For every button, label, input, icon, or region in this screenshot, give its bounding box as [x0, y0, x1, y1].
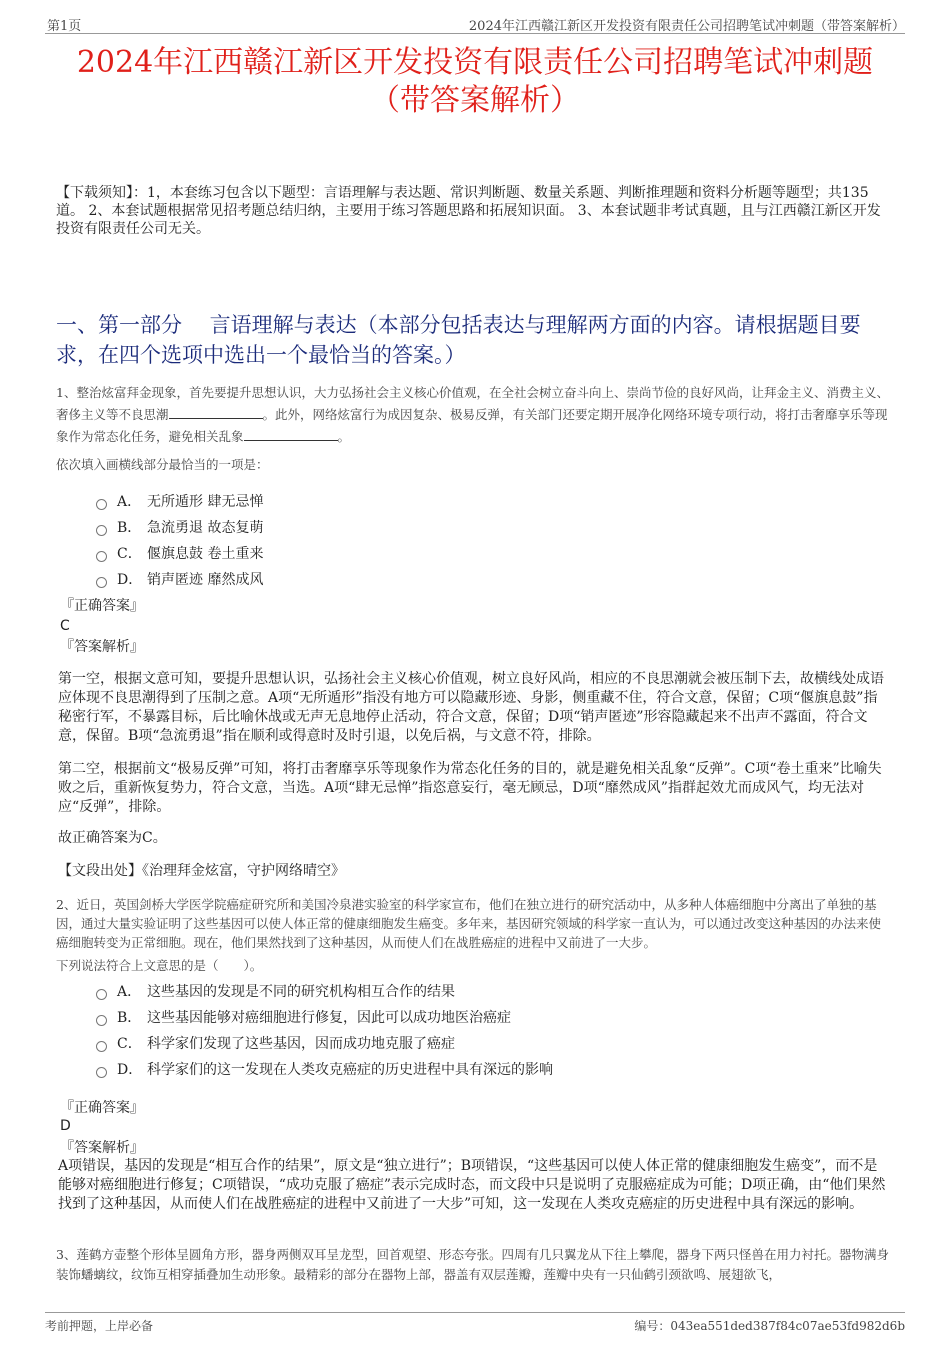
- option-text: 这些基因的发现是不同的研究机构相互合作的结果: [147, 984, 455, 1000]
- answer-2: D: [60, 1118, 71, 1134]
- question-1-prompt: 依次填入画横线部分最恰当的一项是：: [56, 457, 269, 472]
- option-key: C．: [117, 1036, 142, 1052]
- radio-icon[interactable]: [96, 989, 107, 1000]
- footer-slogan: 考前押题，上岸必备: [45, 1319, 154, 1333]
- option-text: 急流勇退 故态复萌: [147, 520, 264, 536]
- blank-1: [169, 404, 263, 419]
- answer-label-1: 『正确答案』: [60, 598, 144, 614]
- page-number: 第1页: [47, 19, 82, 34]
- option-key: B．: [117, 520, 142, 536]
- source-citation: 【文段出处】《治理拜金炫富，守护网络晴空》: [58, 863, 345, 879]
- question-2-options: [96, 978, 553, 1082]
- option-key: D．: [117, 1062, 143, 1078]
- option-b[interactable]: [96, 514, 263, 540]
- radio-icon[interactable]: [96, 1015, 107, 1026]
- radio-icon[interactable]: [96, 1041, 107, 1052]
- analysis-label-1: 『答案解析』: [60, 639, 144, 655]
- option-text: 偃旗息鼓 卷土重来: [147, 546, 264, 562]
- answer-label-2: 『正确答案』: [60, 1100, 144, 1116]
- option-key: A．: [117, 984, 142, 1000]
- option-a[interactable]: [96, 488, 263, 514]
- analysis-1-para-1: 第一空，根据文意可知，要提升思想认识，弘扬社会主义核心价值观，树立良好风尚，相应的不良思潮就会被压制下去，故横线处成语应体现不良思潮得到了压制之意。A项“无所遁形”指没有地方可以隐藏形迹、身影，侧重藏不住，符合文意，保留；C项“偃旗息鼓”指秘密行军，不暴露目标，后比喻休战或无声无息地停止活动，符合文意，保留；D项“销声匿迹”形容隐藏起来不出声不露面，符合文意，保留。B项“急流勇退”指在顺利或得意时及时引退，以免后祸，与文意不符，排除。: [58, 671, 884, 744]
- page-title: [45, 44, 905, 120]
- header-doc-title: 2024年江西赣江新区开发投资有限责任公司招聘笔试冲刺题（带答案解析）: [468, 19, 905, 34]
- option-d[interactable]: [96, 566, 263, 592]
- question-1-text-b: 。此外，网络炫富行为成因复杂、极易反弹，有关部门还要定期开展净化网络环境专项行动，将打击奢靡享乐等现象作为常态化任务，避免相关乱象: [56, 407, 888, 444]
- question-1-text-c: 。: [337, 429, 351, 444]
- option-key: A．: [117, 494, 142, 510]
- download-notice: 【下载须知】：1，本套练习包含以下题型：言语理解与表达题、常识判断题、数量关系题、判断推理题和资料分析题等题型；共135道。 2、本套试题根据常见招考题总结归纳，主要用于练习答题思路和拓展知识面。 3、本套试题非考试真题，且与江西赣江新区开发投资有限责任公司无关。: [56, 185, 881, 237]
- question-1-text: [56, 382, 890, 448]
- option-key: B．: [117, 1010, 142, 1026]
- radio-icon[interactable]: [96, 1067, 107, 1078]
- radio-icon[interactable]: [96, 525, 107, 536]
- answer-1: C: [60, 618, 70, 634]
- blank-2: [244, 426, 338, 441]
- option-text: 销声匿迹 靡然成风: [147, 572, 264, 588]
- option-text: 这些基因能够对癌细胞进行修复，因此可以成功地医治癌症: [147, 1010, 511, 1026]
- page-footer: [45, 1312, 905, 1333]
- question-2-prompt: 下列说法符合上文意思的是（ ）。: [56, 958, 263, 973]
- radio-icon[interactable]: [96, 551, 107, 562]
- analysis-1-conclusion: 故正确答案为C。: [58, 830, 167, 846]
- option-a[interactable]: [96, 978, 553, 1004]
- option-text: 科学家们发现了这些基因，因而成功地克服了癌症: [147, 1036, 455, 1052]
- page-header: [45, 13, 905, 34]
- title-line-1: 2024年江西赣江新区开发投资有限责任公司招聘笔试冲刺题: [76, 45, 874, 80]
- option-d[interactable]: [96, 1056, 553, 1082]
- question-1-options: [96, 488, 263, 592]
- analysis-1-para-2: 第二空，根据前文“极易反弹”可知，将打击奢靡享乐等现象作为常态化任务的目的，就是避免相关乱象“反弹”。C项“卷土重来”比喻失败之后，重新恢复势力，符合文意，当选。A项“肆无忌惮”指恣意妄行，毫无顾忌，D项“靡然成风”指群起效尤而成风气，均无法对应“反弹”，排除。: [58, 761, 882, 815]
- section-heading: 一、第一部分 言语理解与表达（本部分包括表达与理解两方面的内容。请根据题目要求，在四个选项中选出一个最恰当的答案。）: [56, 313, 861, 367]
- option-key: C．: [117, 546, 142, 562]
- option-key: D．: [117, 572, 143, 588]
- analysis-2: A项错误，基因的发现是“相互合作的结果”，原文是“独立进行”；B项错误，“这些基因可以使人体正常的健康细胞发生癌变”，而不是能够对癌细胞进行修复；C项错误，“成功克服了癌症”表示完成时态，而文段中只是说明了克服癌症成为可能；D项正确，由“他们果然找到了这种基因，从而使人们在战胜癌症的进程中又前进了一大步”可知，这一发现在人类攻克癌症的历史进程中具有深远的影响。: [58, 1158, 886, 1212]
- option-c[interactable]: [96, 1030, 553, 1056]
- option-text: 无所遁形 肆无忌惮: [147, 494, 264, 510]
- option-c[interactable]: [96, 540, 263, 566]
- option-b[interactable]: [96, 1004, 553, 1030]
- question-1-text-a: 1、整治炫富拜金现象，首先要提升思想认识，大力弘扬社会主义核心价值观，在全社会树立奋斗向上、崇尚节俭的良好风尚，让拜金主义、消费主义、奢侈主义等不良思潮: [56, 385, 889, 422]
- radio-icon[interactable]: [96, 577, 107, 588]
- question-2-text: 2、近日，英国剑桥大学医学院癌症研究所和美国冷泉港实验室的科学家宣布，他们在独立进行的研究活动中，从多种人体癌细胞中分离出了单独的基因，通过大量实验证明了这些基因可以使人体正常的健康细胞发生癌变。多年来，基因研究领域的科学家一直认为，可以通过改变这种基因的办法来使癌细胞转变为正常细胞。现在，他们果然找到了这种基因，从而使人们在战胜癌症的进程中又前进了一大步。: [56, 897, 882, 950]
- footer-doc-id: 编号：043ea551ded387f84c07ae53fd982d6b: [634, 1319, 905, 1333]
- question-3-text: 3、莲鹤方壶整个形体呈圆角方形，器身两侧双耳呈龙型，回首观望、形态夸张。四周有几只翼龙从下往上攀爬，器身下两只怪兽在用力衬托。器物满身装饰蟠螭纹，纹饰互相穿插叠加生动形象。最精彩的部分在器物上部，器盖有双层莲瓣，莲瓣中央有一只仙鹤引颈欲鸣、展翅欲飞，: [56, 1247, 889, 1282]
- title-line-2: （带答案解析）: [370, 83, 580, 118]
- analysis-label-2: 『答案解析』: [60, 1140, 144, 1156]
- option-text: 科学家们的这一发现在人类攻克癌症的历史进程中具有深远的影响: [147, 1062, 553, 1078]
- radio-icon[interactable]: [96, 499, 107, 510]
